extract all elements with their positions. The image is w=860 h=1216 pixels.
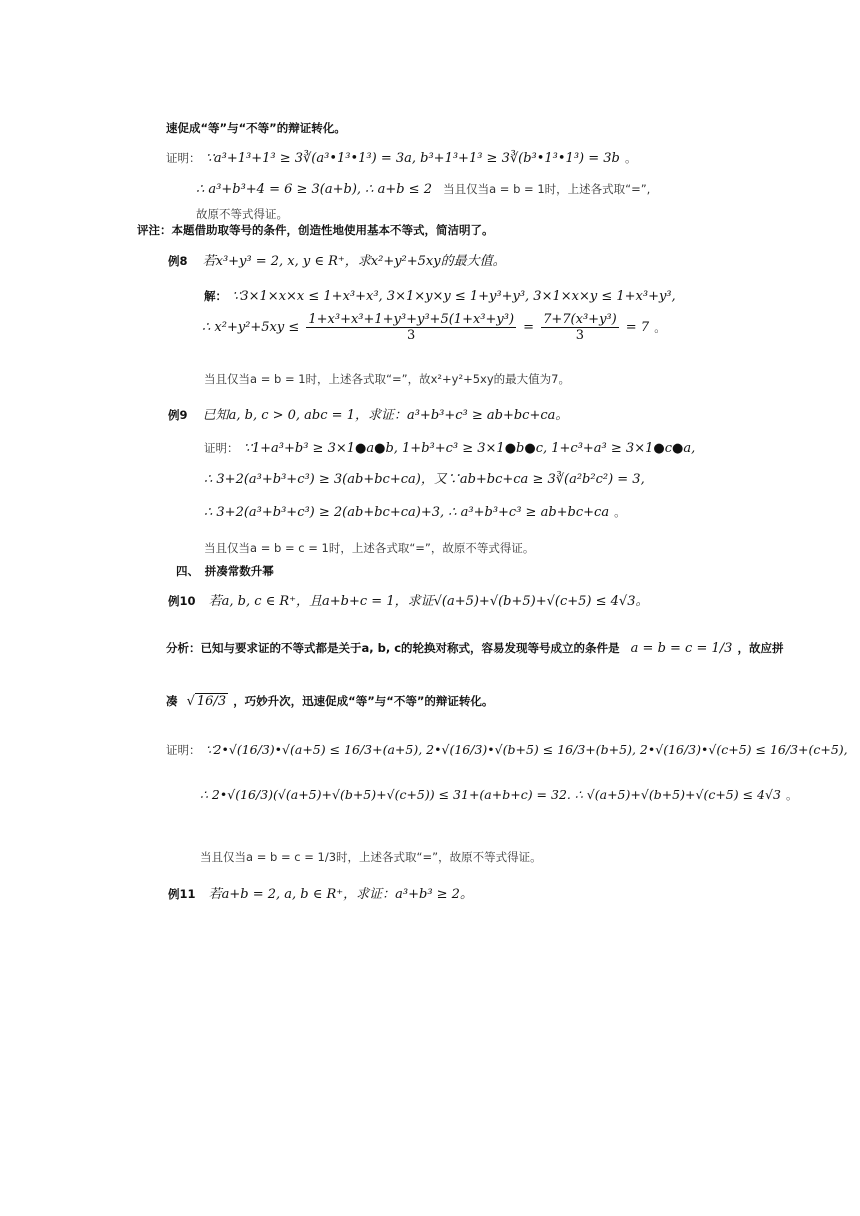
proof-line-5: ∴ 3+2(a³+b³+c³) ≥ 2(ab+bc+ca)+3, ∴ a³+b³+c³ ≥ ab+bc+ca 。 — [204, 505, 626, 520]
example-statement: 若a+b = 2, a, b ∈ R⁺，求证：a³+b³ ≥ 2。 — [208, 887, 473, 902]
fraction-numerator: 1+x³+x³+1+y³+y³+5(1+x³+y³) — [308, 312, 515, 327]
proof-line-7: ∴ 2•√(16/3)(√(a+5)+√(b+5)+√(c+5)) ≤ 31+(a+b+c) = 32. ∴ √(a+5)+√(b+5)+√(c+5) ≤ 4√3 。 — [200, 787, 798, 802]
analysis-start: 凑 — [166, 694, 178, 708]
example-label: 例11 — [168, 887, 196, 901]
example-10-header — [168, 590, 649, 609]
text-line-intro: 速促成“等”与“不等”的辩证转化。 — [166, 121, 346, 135]
proof-line-2 — [196, 178, 650, 197]
math-expression: ∵a³+1³+1³ ≥ 3∛(a³•1³•1³) = 3a, b³+1³+1³ ≥ 3∛(b³•1³•1³) = 3b — [205, 151, 620, 166]
example-8-header — [168, 250, 506, 269]
analysis-text: 分析：已知与要求证的不等式都是关于a, b, c的轮换对称式，容易发现等号成立的条件是 — [166, 641, 620, 655]
analysis-condition: a = b = c = 1/3 — [630, 641, 733, 656]
proof-label: 证明： — [166, 743, 201, 757]
solution-line-1 — [204, 285, 676, 304]
analysis-end: ，故应拼 — [737, 641, 784, 655]
example-label: 例8 — [168, 254, 188, 268]
math-expression: ∵3×1×x×x ≤ 1+x³+x³, 3×1×y×y ≤ 1+y³+y³, 3×1×x×y ≤ 1+x³+y³, — [232, 289, 676, 304]
math-expression: ∴ 3+2(a³+b³+c³) ≥ 2(ab+bc+ca)+3, ∴ a³+b³+c³ ≥ ab+bc+ca — [204, 505, 610, 520]
example-statement: 若x³+y³ = 2, x, y ∈ R⁺，求x²+y²+5xy的最大值。 — [202, 254, 506, 269]
math-expression: ∴ a³+b³+4 = 6 ≥ 3(a+b), ∴ a+b ≤ 2 — [196, 182, 432, 197]
proof-label: 证明： — [166, 151, 201, 165]
conclusion-text: 当且仅当a = b = c = 1/3时，上述各式取“=”，故原不等式得证。 — [200, 850, 542, 864]
sqrt-expression: 16/3 — [196, 694, 227, 709]
proof-line-1: 证明： ∵a³+1³+1³ ≥ 3∛(a³•1³•1³) = 3a, b³+1³+1³ ≥ 3∛(b³•1³•1³) = 3b 。 — [166, 151, 637, 166]
solution-line-2: ∴ x²+y²+5xy ≤ $\frac{\text{1+x³+x³+1+y³+y³+5(1+x³+y³)}}{3}$ = $\frac{\text{7+7(x³+y³)}}{3}$ = 7 。 — [202, 312, 666, 343]
proof-line-4 — [204, 468, 645, 487]
example-11-header — [168, 883, 473, 902]
analysis-text: ，巧妙升次，迅速促成“等”与“不等”的辩证转化。 — [233, 694, 494, 708]
math-expression: ∴ 3+2(a³+b³+c³) ≥ 3(ab+bc+ca)，又∵ab+bc+ca ≥ 3∛(a²b²c²) = 3, — [204, 472, 645, 487]
text-condition: 当且仅当a = b = 1时，上述各式取“=”, — [443, 182, 651, 196]
comment-line: 评注：本题借助取等号的条件，创造性地使用基本不等式，简洁明了。 — [137, 223, 494, 237]
fraction-numerator: 7+7(x³+y³) — [543, 312, 617, 327]
text-conclusion — [200, 846, 542, 865]
example-label: 例9 — [168, 408, 188, 422]
fraction-denominator: 3 — [407, 328, 416, 343]
math-result: = 7 — [625, 320, 650, 335]
fraction-denominator: 3 — [575, 328, 585, 343]
text-conclusion: 故原不等式得证。 — [196, 207, 288, 221]
text-max-value: 当且仅当a = b = 1时，上述各式取“=”，故x²+y²+5xy的最大值为7。 — [204, 372, 570, 386]
math-expression: ∵1+a³+b³ ≥ 3×1●a●b, 1+b³+c³ ≥ 3×1●b●c, 1+c³+a³ ≥ 3×1●c●a, — [243, 441, 696, 456]
example-statement: 若a, b, c ∈ R⁺，且a+b+c = 1，求证√(a+5)+√(b+5)+√(c+5) ≤ 4√3。 — [208, 594, 649, 609]
example-9-header — [168, 404, 568, 423]
analysis-line — [166, 637, 784, 656]
proof-line-6 — [166, 739, 848, 758]
math-lhs: ∴ x²+y²+5xy ≤ — [202, 320, 300, 335]
text-conclusion: 当且仅当a = b = c = 1时，上述各式取“=”，故原不等式得证。 — [204, 541, 535, 555]
math-expression: ∵2•√(16/3)•√(a+5) ≤ 16/3+(a+5), 2•√(16/3)•√(b+5) ≤ 16/3+(b+5), 2•√(16/3)•√(c+5) ≤ 16/3+(c+5), — [205, 742, 848, 757]
example-statement: 已知a, b, c > 0, abc = 1，求证：a³+b³+c³ ≥ ab+bc+ca。 — [202, 408, 569, 423]
proof-line-3 — [204, 437, 695, 456]
proof-label: 证明： — [204, 441, 239, 455]
analysis-line-2: 凑 √ 16/3 ，巧妙升次，迅速促成“等”与“不等”的辩证转化。 — [166, 694, 494, 709]
solution-label: 解： — [204, 289, 227, 303]
math-expression: ∴ 2•√(16/3)(√(a+5)+√(b+5)+√(c+5)) ≤ 31+(a+b+c) = 32. ∴ √(a+5)+√(b+5)+√(c+5) ≤ 4√3 — [200, 787, 781, 802]
example-label: 例10 — [168, 594, 196, 608]
section-heading: 四、 拼凑常数升幂 — [176, 564, 274, 578]
